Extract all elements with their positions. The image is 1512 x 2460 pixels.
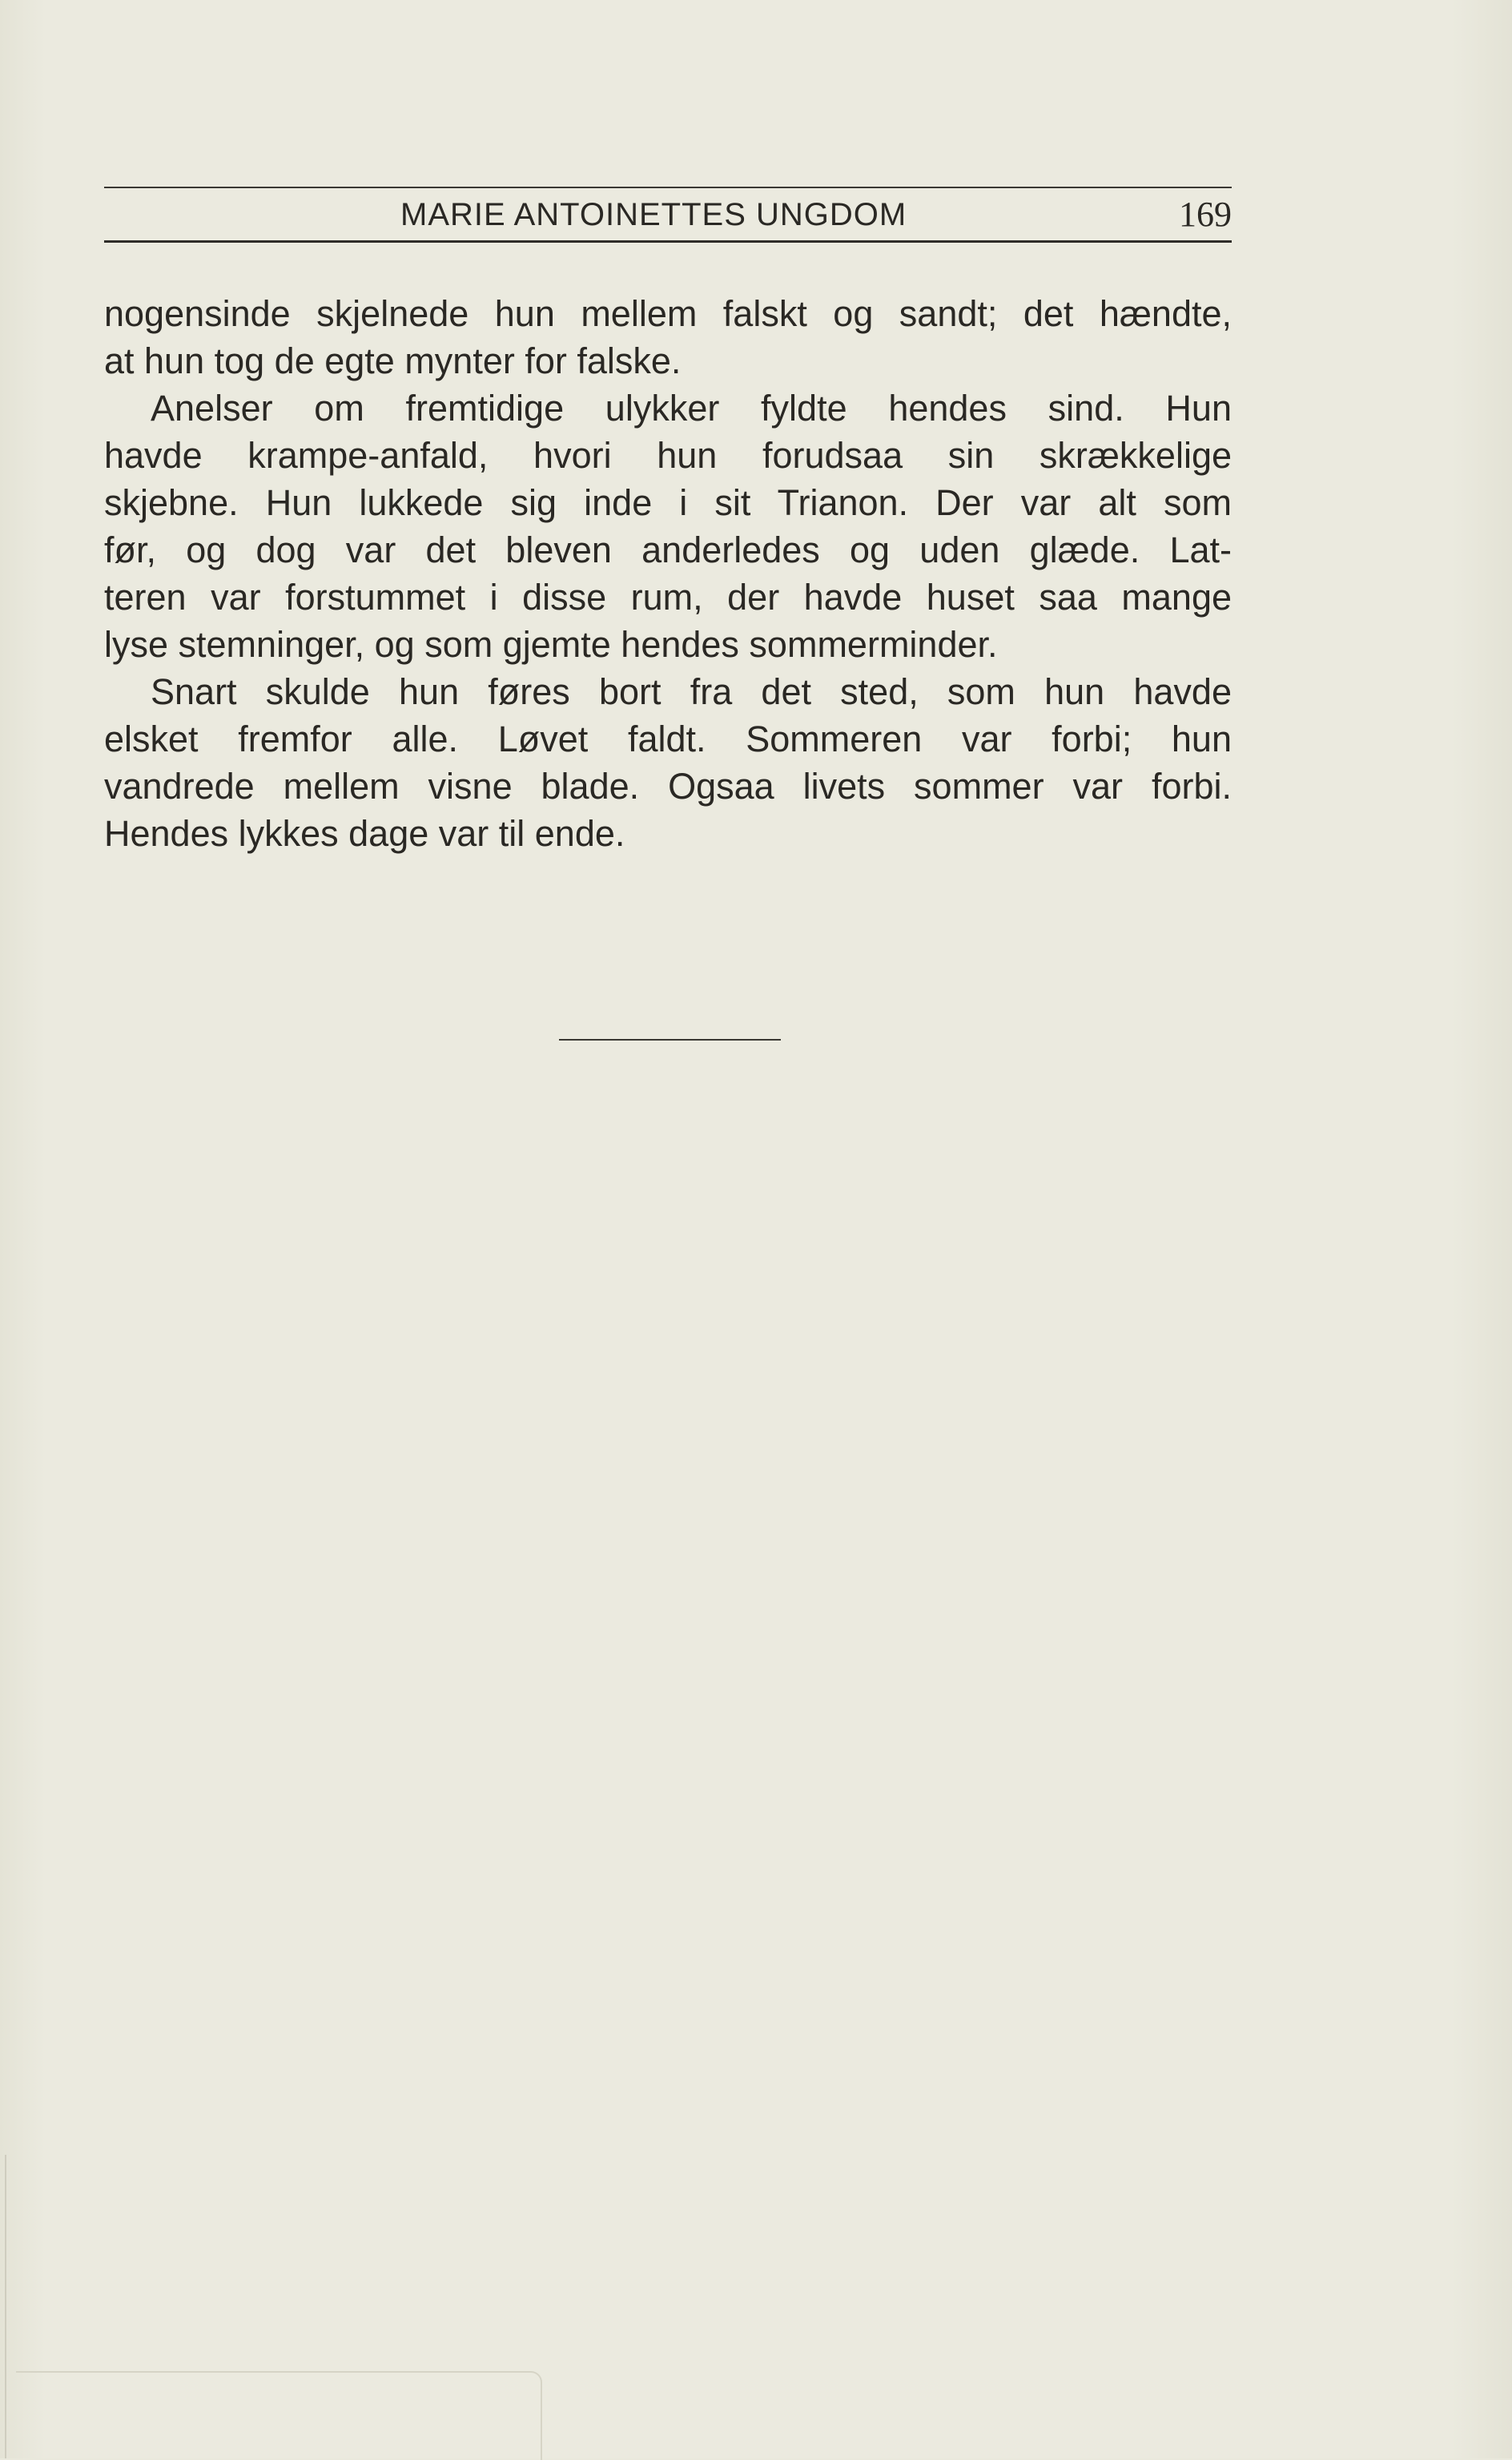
body-text: [104, 290, 1232, 857]
text-line: lyse stemninger, og som gjemte hendes sommerminder.: [104, 624, 998, 665]
text-line: Hendes lykkes dage var til ende.: [104, 813, 625, 854]
page-number: 169: [1179, 195, 1232, 234]
header-bottom-rule: [104, 240, 1232, 243]
text-line: teren var forstummet i disse rum, der havde huset saa mange: [104, 577, 1232, 618]
text-line: Snart skulde hun føres bort fra det sted, som hun havde: [151, 671, 1232, 712]
section-end-rule: [559, 1039, 781, 1041]
text-line: før, og dog var det bleven anderledes og uden glæde. Lat-: [104, 529, 1232, 570]
running-head: [104, 191, 1232, 239]
text-line: Anelser om fremtidige ulykker fyldte hendes sind. Hun: [151, 388, 1232, 429]
text-line: vandrede mellem visne blade. Ogsaa livets sommer var forbi.: [104, 766, 1232, 807]
text-line: skjebne. Hun lukkede sig inde i sit Trianon. Der var alt som: [104, 482, 1232, 523]
text-line: nogensinde skjelnede hun mellem falskt og sandt; det hændte,: [104, 293, 1232, 334]
text-line: elsket fremfor alle. Løvet faldt. Sommeren var forbi; hun: [104, 719, 1232, 759]
text-line: havde krampe-anfald, hvori hun forudsaa sin skrækkelige: [104, 435, 1232, 476]
text-line: at hun tog de egte mynter for falske.: [104, 340, 682, 381]
running-title: MARIE ANTOINETTES UNGDOM: [400, 197, 907, 232]
header-top-rule: [104, 187, 1232, 188]
binding-tab: [16, 2371, 542, 2460]
